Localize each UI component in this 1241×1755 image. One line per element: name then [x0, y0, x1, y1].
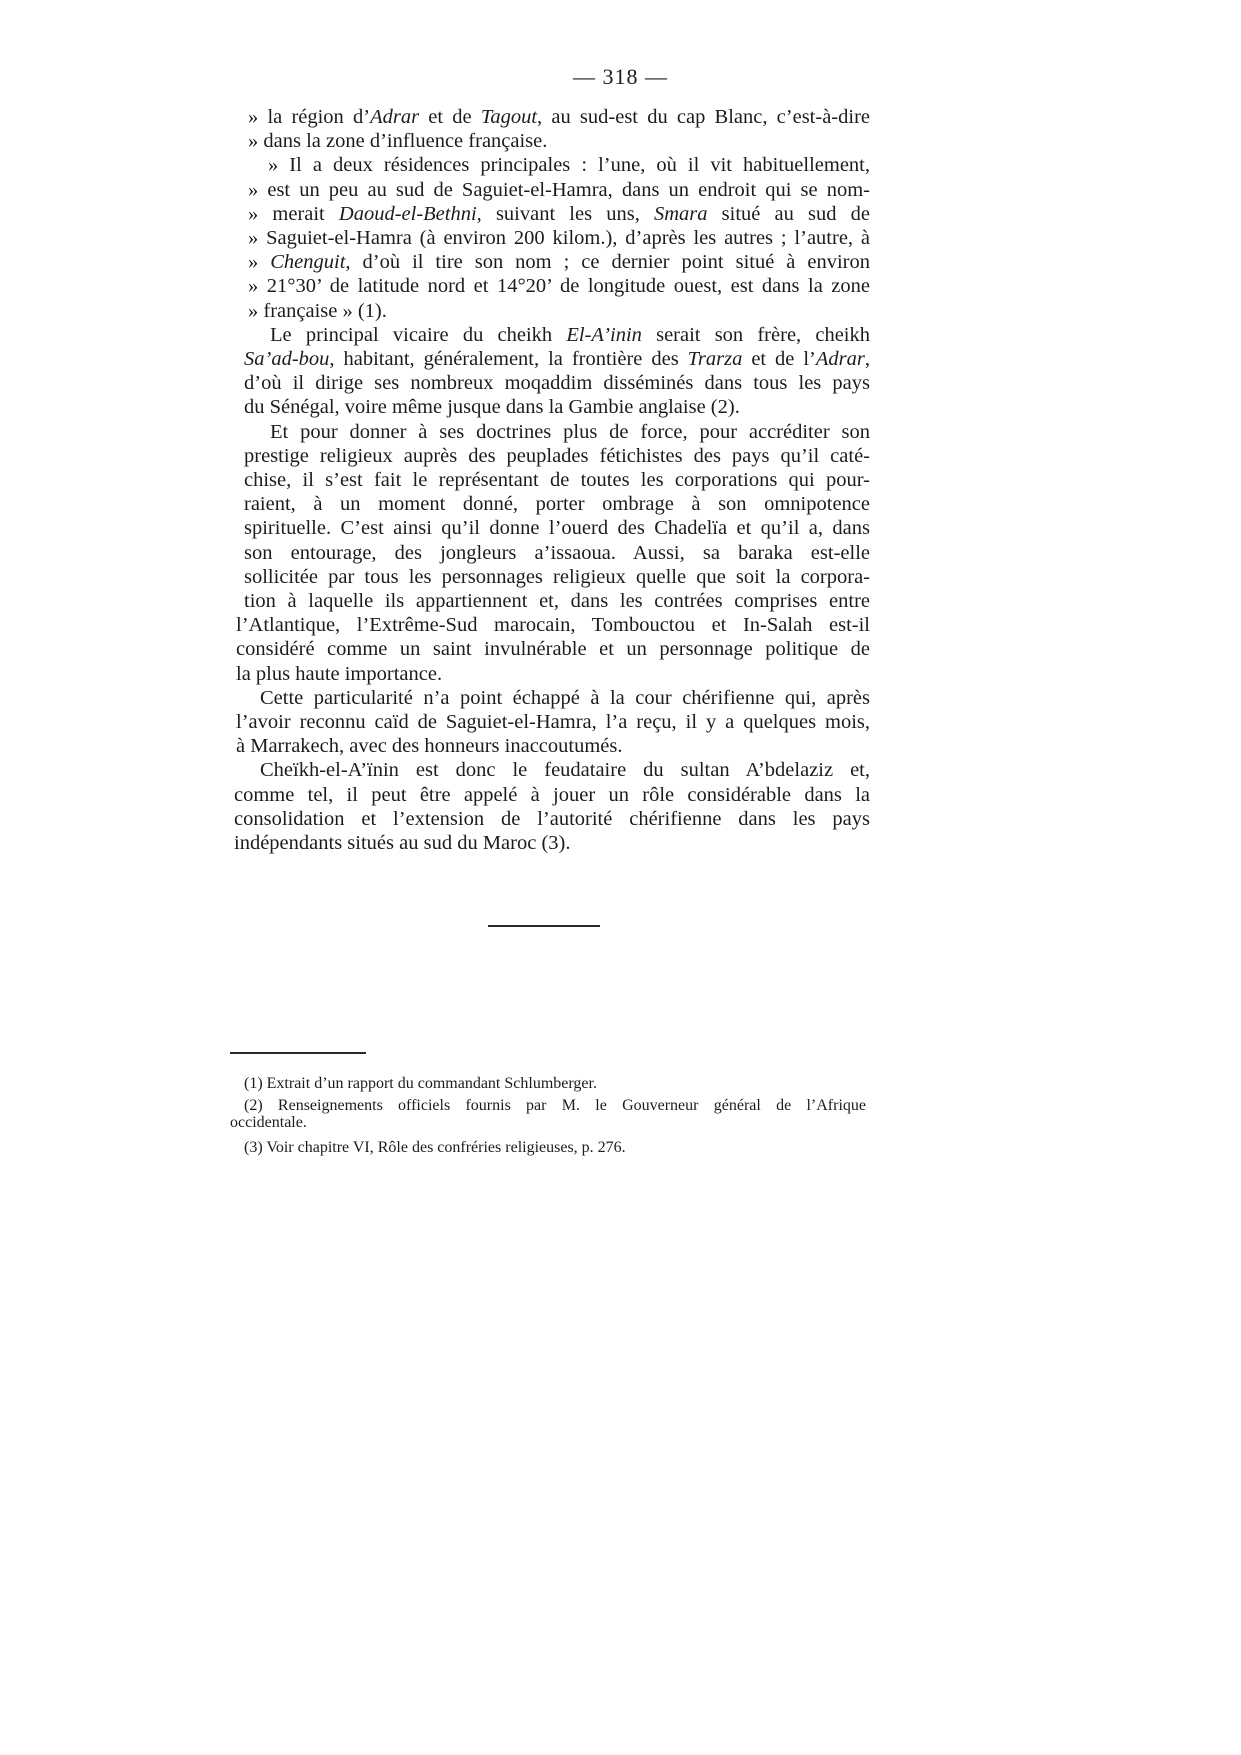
text-run: , [864, 348, 870, 370]
body-line [248, 128, 870, 154]
body-line [270, 419, 870, 445]
body-line [244, 370, 870, 396]
body-line [260, 757, 870, 783]
body-line [236, 612, 870, 638]
body-line [234, 830, 870, 856]
text-run: chise, il s’est fait le représentant de toutes les corporations qui pour- [244, 469, 870, 491]
text-run: » dans la zone d’influence française. [248, 130, 548, 153]
text-run: spirituelle. C’est ainsi qu’il donne l’ouerd des Chadelïa et qu’il a, dans [244, 517, 870, 540]
italic-run: Sa’ad-bou [244, 348, 330, 370]
text-run: la plus haute importance. [236, 662, 443, 685]
text-run: Et pour donner à ses doctrines plus de force, pour accréditer son [270, 420, 870, 443]
text-run: » merait [248, 202, 339, 225]
body-line [236, 661, 870, 687]
text-run: indépendants situés au sud du Maroc (3). [234, 832, 571, 854]
text-run: » la région d’ [248, 106, 371, 128]
text-run: comme tel, il peut être appelé à jouer un rôle considérable dans la [234, 783, 870, 806]
body-line [244, 515, 870, 541]
text-run: » Il a deux résidences principales : l’une, où il vit habituellement, [268, 154, 870, 177]
page-number: — 318 — [573, 64, 668, 89]
body-line [270, 322, 870, 348]
text-run: consolidation et l’extension de l’autorité chérifienne dans les pays [234, 807, 870, 830]
body-line [248, 273, 870, 299]
text-run: l’avoir reconnu caïd de Saguiet-el-Hamra, l’a reçu, il y a quelques mois, [236, 711, 870, 733]
italic-run: Trarza [687, 348, 743, 370]
italic-run: Smara [653, 202, 708, 225]
text-run: » est un peu au sud de Saguiet-el-Hamra, dans un endroit qui se nom- [248, 178, 870, 201]
body-line [234, 782, 870, 808]
footnote-line: (1) Extrait d’un rapport du commandant Schlumberger. [244, 1075, 597, 1092]
text-run: » [248, 251, 271, 274]
italic-run: Adrar [370, 106, 420, 128]
text-run: Le principal vicaire du cheikh [270, 323, 567, 346]
body-line [236, 709, 870, 735]
body-line [248, 249, 870, 275]
text-run: et de l’ [742, 348, 816, 370]
body-line [244, 467, 870, 493]
italic-run: Daoud-el-Bethni [338, 202, 477, 225]
body-line [236, 733, 870, 759]
footnote-line: occidentale. [230, 1114, 307, 1131]
footnote-separator [230, 1052, 366, 1054]
text-run: son entourage, des jongleurs a’issaoua. Aussi, sa baraka est-elle [244, 541, 870, 564]
body-line [244, 394, 870, 420]
body-line [236, 636, 870, 662]
text-run: Cette particularité n’a point échappé à la cour chérifienne qui, après [260, 686, 870, 709]
text-run: , d’où il tire son nom ; ce dernier point situé à environ [345, 251, 870, 274]
body-line [234, 806, 870, 832]
body-line [248, 201, 870, 227]
text-run: l’Atlantique, l’Extrême-Sud marocain, Tombouctou et In-Salah est-il [236, 614, 870, 637]
body-line [248, 298, 870, 324]
text-run: serait son frère, cheikh [641, 323, 871, 346]
text-run: » Saguiet-el-Hamra (à environ 200 kilom.), d’après les autres ; l’autre, à [248, 227, 870, 249]
body-line [248, 177, 870, 203]
body-line [248, 104, 870, 130]
body-line [244, 564, 870, 590]
text-run: sollicitée par tous les personnages religieux quelle que soit la corpora- [244, 565, 870, 588]
text-run: situé au sud de [707, 202, 870, 225]
text-run: » 21°30’ de latitude nord et 14°20’ de longitude ouest, est dans la zone [248, 275, 870, 298]
text-run: , suivant les uns, [476, 202, 654, 225]
italic-run: Tagout [480, 106, 538, 128]
section-divider [488, 925, 600, 927]
body-line [244, 443, 870, 469]
body-line [244, 540, 870, 566]
body-line [260, 685, 870, 711]
body-line [244, 491, 870, 517]
text-run: et de [419, 106, 481, 128]
body-line [244, 588, 870, 614]
italic-run: El-A’inin [566, 323, 642, 346]
text-run: prestige religieux auprès des peuplades fétichistes des pays qu’il caté- [244, 444, 870, 467]
body-line [248, 225, 870, 251]
body-line [244, 346, 870, 372]
text-run: , au sud-est du cap Blanc, c’est-à-dire [537, 106, 870, 128]
text-run: du Sénégal, voire même jusque dans la Gambie anglaise (2). [244, 396, 740, 419]
italic-run: Adrar [815, 348, 865, 370]
text-run: , habitant, généralement, la frontière des [329, 348, 688, 370]
text-run: » française » (1). [248, 299, 387, 322]
text-run: à Marrakech, avec des honneurs inaccoutumés. [236, 735, 623, 758]
text-run: d’où il dirige ses nombreux moqaddim disséminés dans tous les pays [244, 372, 870, 395]
footnote-line: (2) Renseignements officiels fournis par M. le Gouverneur général de l’Afrique [244, 1097, 866, 1114]
body-line [268, 152, 870, 178]
text-run: tion à laquelle ils appartiennent et, dans les contrées comprises entre [244, 590, 870, 612]
text-run: Cheïkh-el-A’ïnin est donc le feudataire du sultan A’bdelaziz et, [260, 759, 870, 782]
text-run: considéré comme un saint invulnérable et un personnage politique de [236, 638, 870, 661]
text-run: raient, à un moment donné, porter ombrage à son omnipotence [244, 493, 870, 516]
footnote-line: (3) Voir chapitre VI, Rôle des confréries religieuses, p. 276. [244, 1139, 626, 1156]
italic-run: Chenguit [270, 251, 346, 274]
